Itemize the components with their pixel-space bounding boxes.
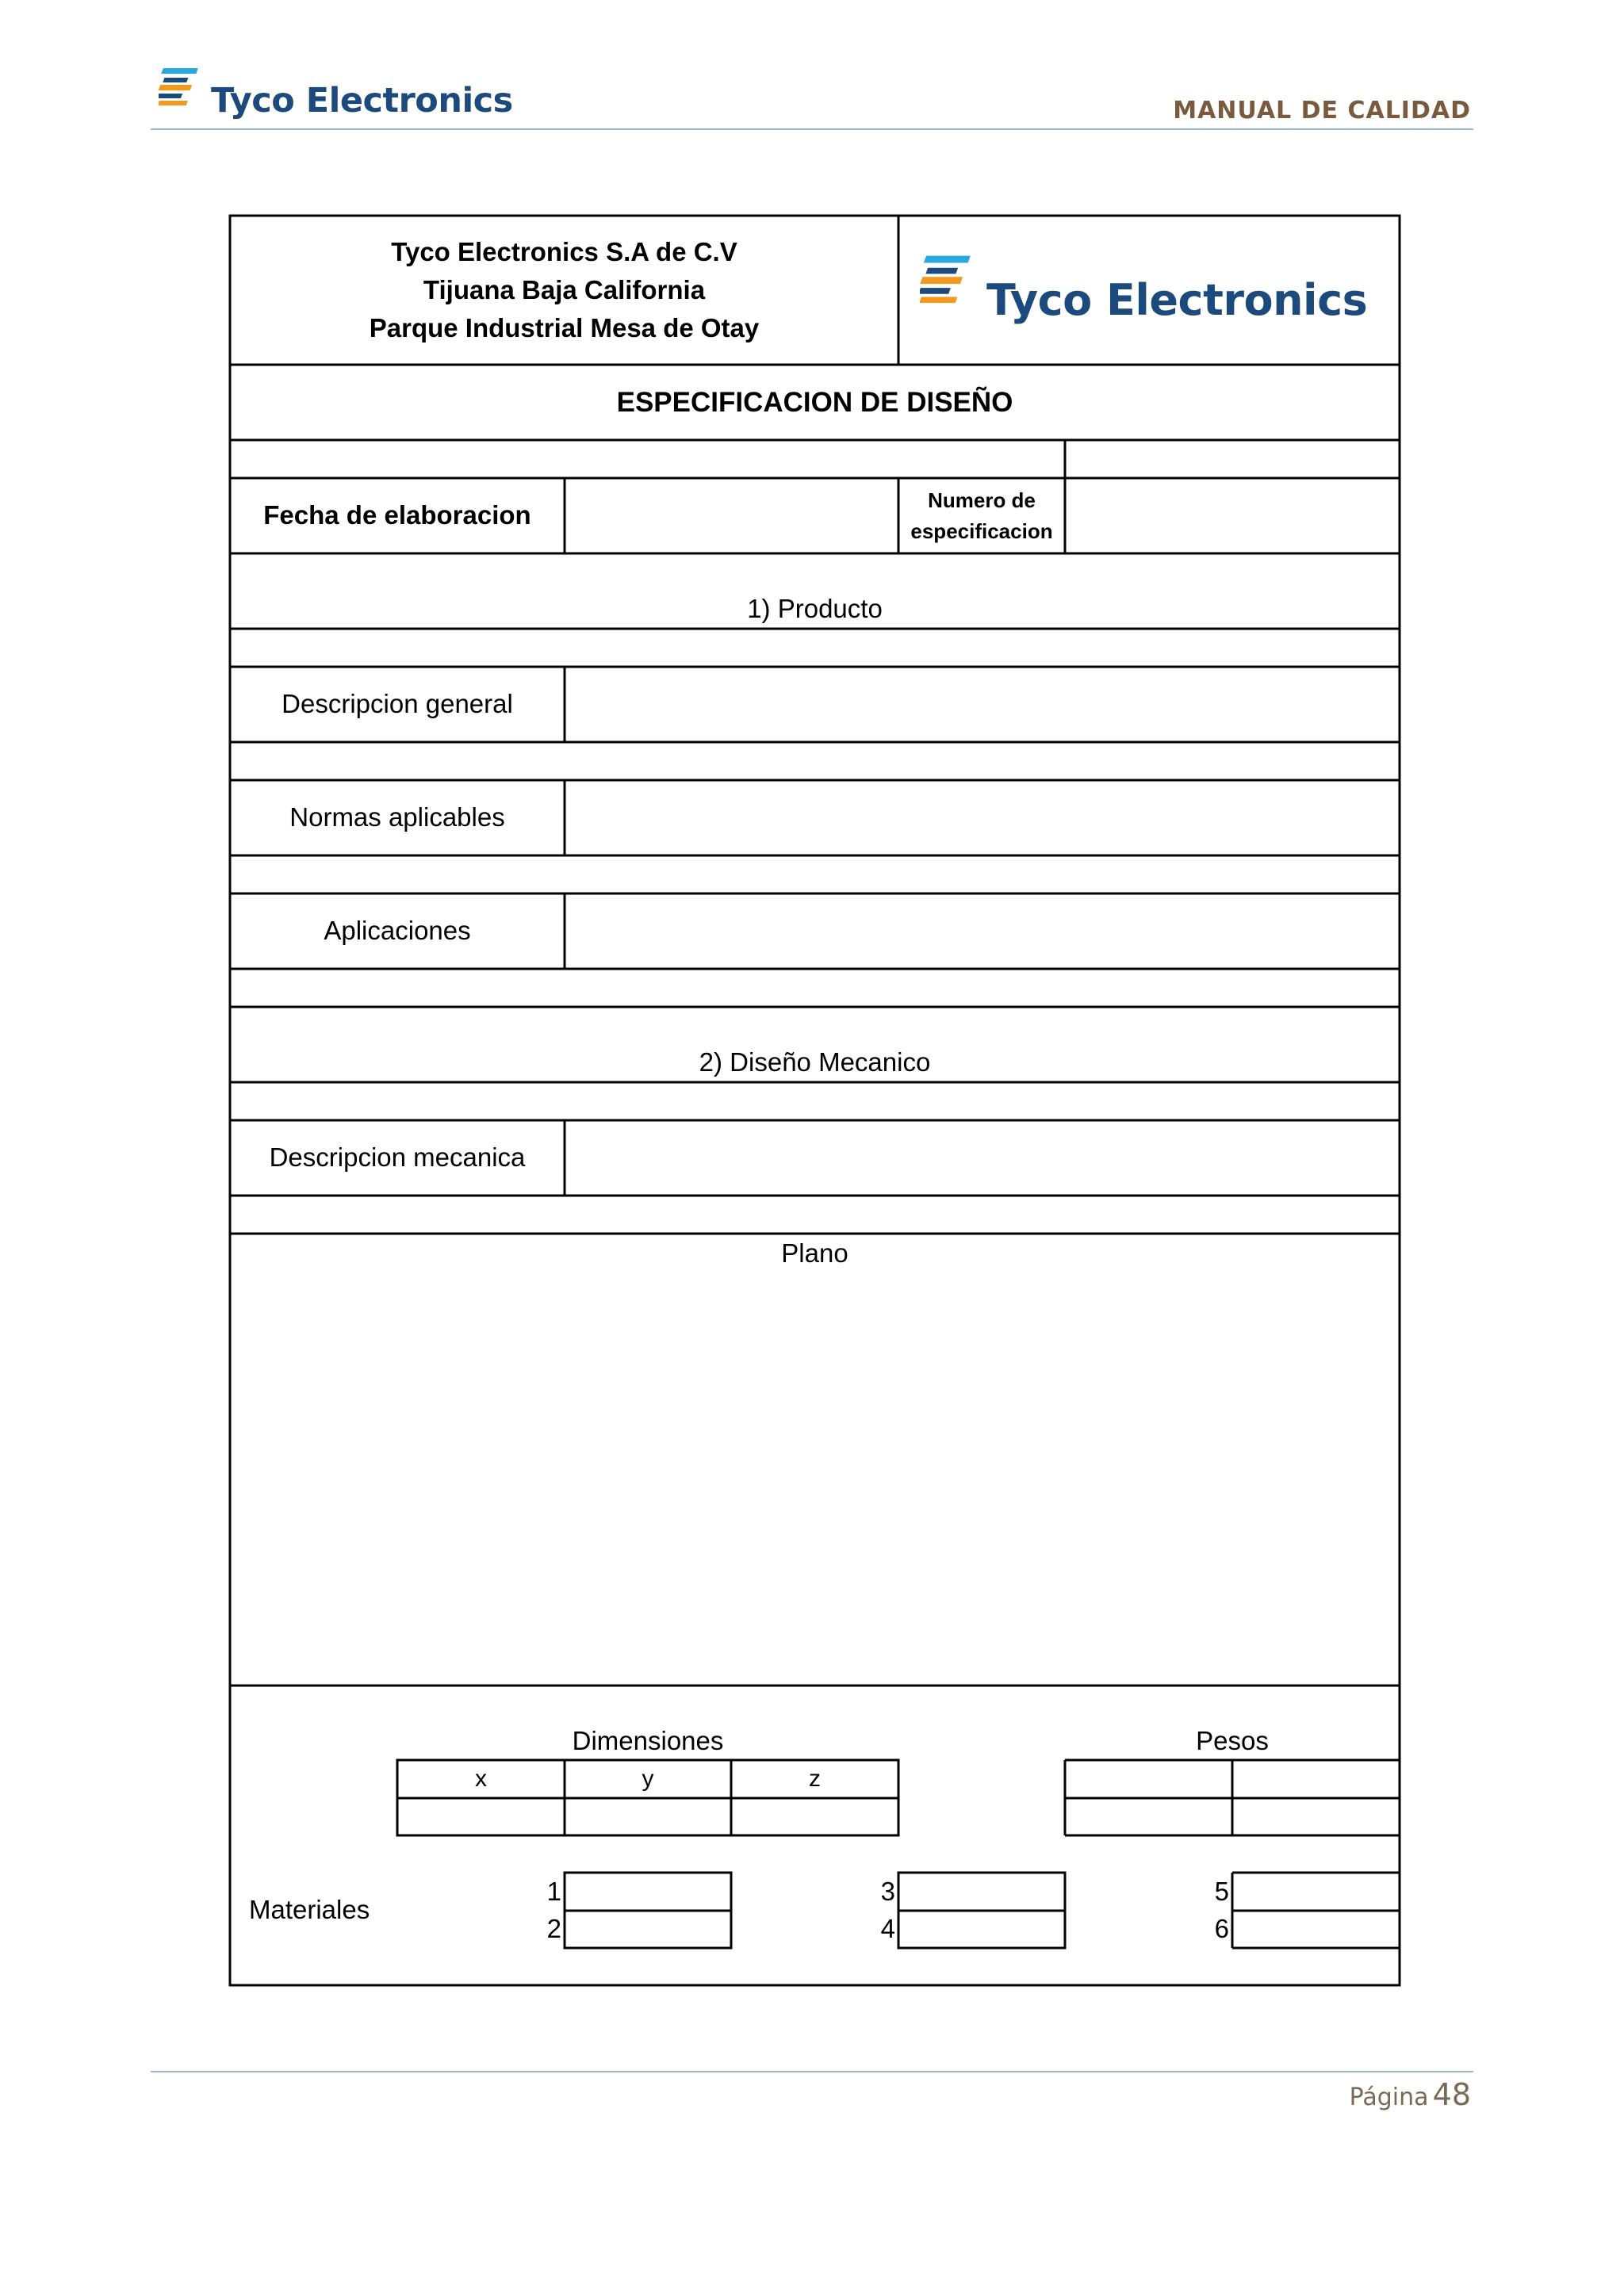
descripcion-general-label: Descripcion general [282, 689, 513, 719]
material-number-5: 5 [1214, 1876, 1229, 1906]
dim-y-header: y [642, 1766, 654, 1792]
material-field-3[interactable] [898, 1873, 1065, 1911]
material-field-2[interactable] [565, 1911, 731, 1948]
aplicaciones-label: Aplicaciones [324, 916, 471, 946]
company-block [230, 216, 898, 365]
dim-y-field[interactable] [565, 1798, 731, 1835]
section-diseno-mecanico: 2) Diseño Mecanico [699, 1047, 931, 1077]
descripcion-mecanica-label: Descripcion mecanica [269, 1142, 526, 1173]
page-number: 48 [1432, 2077, 1471, 2112]
material-field-1[interactable] [565, 1873, 731, 1911]
footer-rule [151, 2071, 1473, 2072]
normas-label: Normas aplicables [289, 802, 505, 832]
pesos-field-3[interactable] [1065, 1798, 1232, 1835]
company-city: Tijuana Baja California [423, 275, 706, 305]
fecha-label: Fecha de elaboracion [263, 500, 531, 530]
plano-label: Plano [781, 1238, 848, 1268]
section-producto: 1) Producto [747, 593, 883, 623]
dim-z-field[interactable] [731, 1798, 898, 1835]
aplicaciones-field[interactable] [565, 894, 1400, 969]
tyco-logo-icon [920, 250, 983, 310]
material-number-1: 1 [546, 1876, 561, 1906]
numero-label-line2: especificacion [910, 519, 1053, 543]
pesos-field-4[interactable] [1232, 1798, 1400, 1835]
numero-label-line1: Numero de [928, 488, 1036, 512]
material-field-6[interactable] [1232, 1911, 1400, 1948]
numero-field[interactable] [1065, 478, 1400, 553]
plano-area[interactable] [230, 1234, 1400, 1686]
dim-x-field[interactable] [397, 1798, 565, 1835]
material-number-4: 4 [880, 1914, 895, 1944]
header-logo-text: Tyco Electronics [211, 81, 513, 121]
pesos-field-2[interactable] [1232, 1760, 1400, 1798]
form-logo [920, 250, 1368, 329]
material-field-4[interactable] [898, 1911, 1065, 1948]
materiales-label: Materiales [249, 1895, 370, 1925]
form-title: ESPECIFICACION DE DISEÑO [616, 387, 1013, 418]
page-footer [1350, 2077, 1471, 2112]
material-number-6: 6 [1214, 1914, 1229, 1944]
form-logo-text: Tyco Electronics [986, 275, 1368, 325]
company-park: Parque Industrial Mesa de Otay [369, 312, 760, 342]
descripcion-general-field[interactable] [565, 667, 1400, 742]
manual-title: MANUAL DE CALIDAD [1173, 97, 1471, 124]
material-number-2: 2 [546, 1914, 561, 1944]
page-label: Página [1349, 2084, 1429, 2111]
company-name: Tyco Electronics S.A de C.V [391, 237, 737, 267]
pesos-label: Pesos [1196, 1725, 1269, 1755]
material-number-3: 3 [880, 1876, 895, 1906]
pesos-field-1[interactable] [1065, 1760, 1232, 1798]
normas-field[interactable] [565, 780, 1400, 855]
descripcion-mecanica-field[interactable] [565, 1120, 1400, 1196]
dim-x-header: x [475, 1766, 487, 1792]
dimensiones-label: Dimensiones [572, 1725, 724, 1755]
material-field-5[interactable] [1232, 1873, 1400, 1911]
numero-label [898, 478, 1065, 553]
fecha-field[interactable] [565, 478, 898, 553]
dim-z-header: z [809, 1766, 821, 1792]
